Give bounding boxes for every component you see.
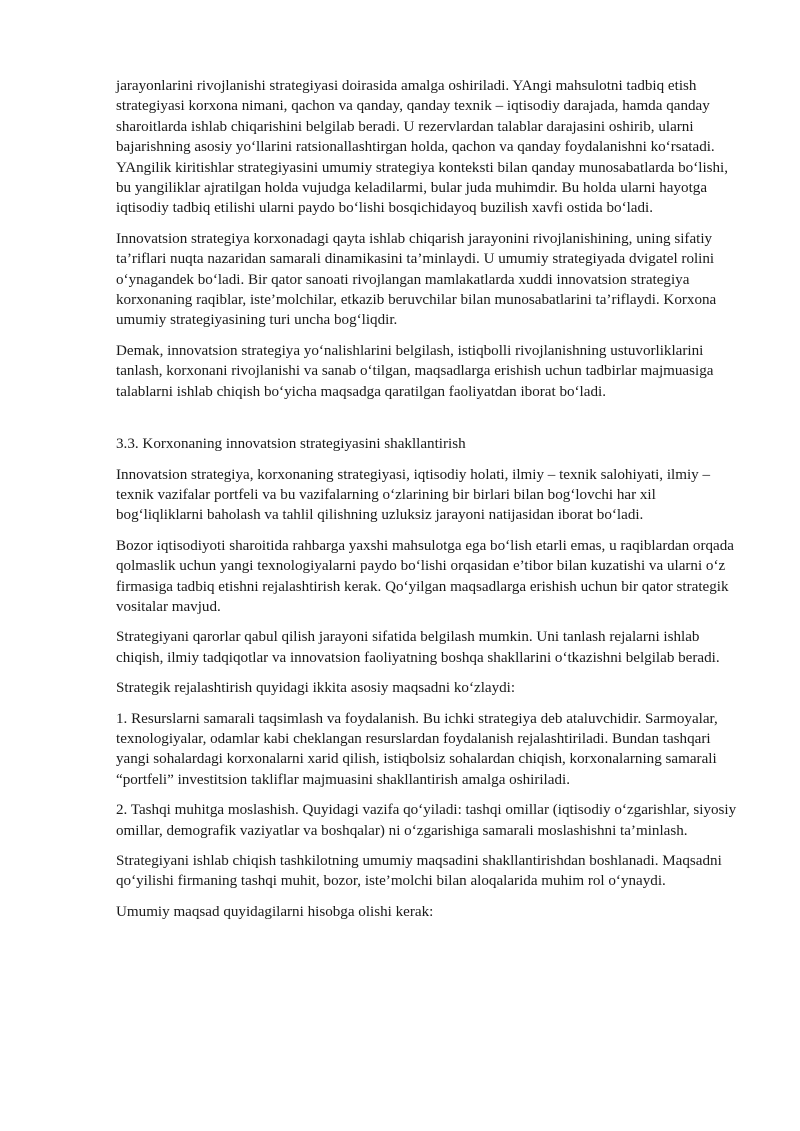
paragraph-market-economy: Bozor iqtisodiyoti sharoitida rahbarga yaxshi mahsulotga ega bo‘lish etarli emas, u raqiblardan orqada qolmaslik uchun yangi texnologiyalarni paydo bo‘lishi orqasidan e’tibor bilan kuzatishi va ularni o‘z firmasiga tadbiq etishni rejalashtirish kerak. Qo‘yilgan maqsadlarga erishish uchun bir qator strategik vositalar mavjud. bbox=[116, 537, 734, 615]
section-heading: 3.3. Korxonaning innovatsion strategiyasini shakllantirish bbox=[116, 436, 466, 453]
list-item-resources: 1. Resurslarni samarali taqsimlash va foydalanish. Bu ichki strategiya deb ataluvchidir. Sarmoyalar, texnologiyalar, odamlar kabi cheklangan resurslardan foydalanish rejalashtiriladi. Bundan tashqari yangi sohalardagi korxonalarni xarid qilish, istiqbolsiz sohalardan chiqish, korxonalarning samarali “portfeli” investitsion takliflar majmuasini shakllantirish amalga oshiriladi. bbox=[116, 710, 718, 788]
paragraph-general-goal: Strategiyani ishlab chiqish tashkilotning umumiy maqsadini shakllantirishdan boshlanadi. Maqsadni qo‘yilishi firmaning tashqi muhit, bozor, iste’molchi bilan aloqalarida muhim rol o‘ynaydi. bbox=[116, 853, 722, 890]
paragraph-two-goals-intro: Strategik rejalashtirish quyidagi ikkita asosiy maqsadni ko‘zlaydi: bbox=[116, 680, 516, 697]
paragraph-decision-process: Strategiyani qarorlar qabul qilish jarayoni sifatida belgilash mumkin. Uni tanlash rejalarni ishlab chiqish, ilmiy tadqiqotlar va innovatsion faoliyatning boshqa shakllarini o‘tkazishni belgilab beradi. bbox=[116, 629, 720, 666]
paragraph-strategy-definition: Innovatsion strategiya, korxonaning strategiyasi, iqtisodiy holati, ilmiy – texnik salohiyati, ilmiy – texnik vazifalar portfeli va bu vazifalarning o‘zlarining bir birlari bilan bog‘lovchi har xil bog‘liqliklarni baholash va tahlil qilishning uzluksiz jarayoni natijasidan iborat bo‘ladi. bbox=[116, 466, 711, 524]
paragraph-innovation-dynamics: Innovatsion strategiya korxonadagi qayta ishlab chiqarish jarayonini rivojlanishining, uning sifatiy ta’riflari nuqta nazaridan samarali dinamikasini ta’minlaydi. U umumiy strategiyada dvigatel rolini o‘ynagandek bo‘ladi. Bir qator sanoati rivojlangan mamlakatlarda xuddi innovatsion strategiya korxonaning raqiblar, iste’molchilar, etkazib beruvchilar bilan munosabatlarini ta’riflaydi. Korxona umumiy strategiyasining turi uncha bog‘liqdir. bbox=[116, 230, 717, 329]
list-item-external-adaptation: 2. Tashqi muhitga moslashish. Quyidagi vazifa qo‘yiladi: tashqi omillar (iqtisodiy o‘zgarishlar, siyosiy omillar, demografik vaziyatlar va boshqalar) ni o‘zgarishiga samarali moslashishni ta’minlash. bbox=[116, 802, 737, 839]
document-page bbox=[116, 76, 744, 932]
paragraph-strategy-summary: Demak, innovatsion strategiya yo‘nalishlarini belgilash, istiqbolli rivojlanishning ustuvorliklarini tanlash, korxonani rivojlanishi va sanab o‘tilgan, maqsadlarga erishish uchun tadbirlar majmuasiga talablarni ishlab chiqish bo‘yicha maqsadga qaratilgan faoliyatdan iborat bo‘ladi. bbox=[116, 342, 714, 400]
paragraph-strategy-context: jarayonlarini rivojlanishi strategiyasi doirasida amalga oshiriladi. YAngi mahsulotni tadbiq etish strategiyasi korxona nimani, qachon va qanday, qanday texnik – iqtisodiy darajada, hamda qanday sharoitlarda ishlab chiqarishini belgilab beradi. U rezervlardan talablar darajasini oshirib, ularni bajarishning asosiy yo‘llarini ratsionallashtirgan holda, qachon va qanday foydalanishni ko‘rsatadi. YAngilik kiritishlar strategiyasini umumiy strategiya konteksti bilan qanday munosabatlarda bo‘lishi, bu yangiliklar ajratilgan holda vujudga keladilarmi, bular juda muhimdir. Bu holda ularni hayotga iqtisodiy tadbiq etilishi ularni paydo bo‘lishi bosqichidayoq buzilish xavfi ostida bo‘ladi. bbox=[116, 78, 729, 217]
paragraph-goal-considerations: Umumiy maqsad quyidagilarni hisobga olishi kerak: bbox=[116, 903, 434, 920]
